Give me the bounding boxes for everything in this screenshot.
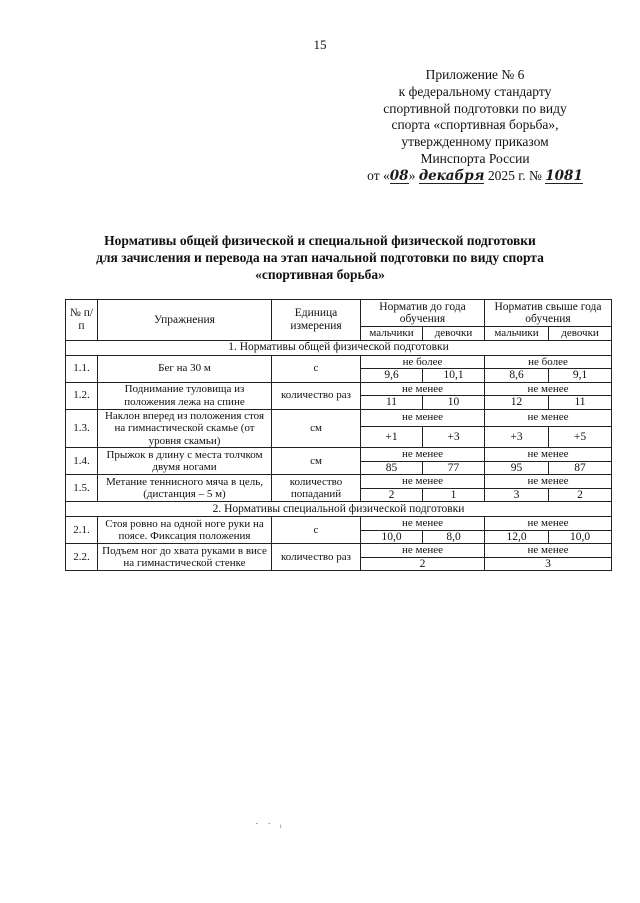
row-num: 2.2. bbox=[66, 544, 98, 571]
row-condition: не менее bbox=[361, 382, 485, 396]
row-exercise: Подъем ног до хвата руками в висе на гимнастической стенке bbox=[98, 544, 272, 571]
header-exercise: Упражнения bbox=[98, 300, 272, 341]
appendix-line: утвержденному приказом bbox=[401, 134, 549, 150]
row-exercise: Прыжок в длину с места толчком двумя ногами bbox=[98, 448, 272, 475]
row-num: 2.1. bbox=[66, 517, 98, 544]
header-girls: девочки bbox=[549, 327, 612, 341]
row-condition: не менее bbox=[361, 544, 485, 558]
value-boys-over: 12 bbox=[485, 396, 549, 410]
header-norm-over-year: Норматив свыше года обучения bbox=[485, 300, 612, 327]
row-condition: не менее bbox=[361, 448, 485, 462]
value-girls-over: 10,0 bbox=[549, 530, 612, 544]
value-girls-upto: 8,0 bbox=[423, 530, 485, 544]
row-exercise: Бег на 30 м bbox=[98, 355, 272, 382]
header-num: № п/п bbox=[66, 300, 98, 341]
date-prefix: от « bbox=[367, 167, 390, 183]
row-exercise: Метание теннисного мяча в цель, (дистанция – 5 м) bbox=[98, 475, 272, 502]
title-line: «спортивная борьба» bbox=[255, 267, 385, 282]
header-boys: мальчики bbox=[485, 327, 549, 341]
section-heading: 2. Нормативы специальной физической подготовки bbox=[66, 502, 612, 517]
value-boys-over: 8,6 bbox=[485, 369, 549, 383]
date-mid: » bbox=[408, 167, 416, 183]
row-unit: количество попаданий bbox=[272, 475, 361, 502]
row-unit: количество раз bbox=[272, 382, 361, 409]
value-boys-upto: 9,6 bbox=[361, 369, 423, 383]
handwritten-day: 08 bbox=[389, 167, 409, 184]
value-over-year: 3 bbox=[485, 557, 612, 571]
handwritten-order-number: 1081 bbox=[545, 167, 583, 184]
header-norm-upto-year: Норматив до года обучения bbox=[361, 300, 485, 327]
order-date-line bbox=[330, 168, 620, 185]
row-condition: не менее bbox=[485, 409, 612, 426]
row-unit: см bbox=[272, 448, 361, 475]
row-condition: не менее bbox=[361, 409, 485, 426]
value-girls-over: +5 bbox=[549, 426, 612, 447]
row-exercise: Поднимание туловища из положения лежа на спине bbox=[98, 382, 272, 409]
row-condition: не менее bbox=[485, 517, 612, 531]
value-boys-upto: 11 bbox=[361, 396, 423, 410]
value-girls-over: 2 bbox=[549, 488, 612, 502]
value-girls-upto: +3 bbox=[423, 426, 485, 447]
row-condition: не менее bbox=[485, 544, 612, 558]
value-boys-upto: +1 bbox=[361, 426, 423, 447]
appendix-line: спортивной подготовки по виду bbox=[383, 100, 567, 116]
row-condition: не менее bbox=[485, 382, 612, 396]
value-boys-upto: 85 bbox=[361, 461, 423, 475]
row-exercise: Стоя ровно на одной ноге руки на поясе. Фиксация положения bbox=[98, 517, 272, 544]
value-girls-upto: 77 bbox=[423, 461, 485, 475]
page-number: 15 bbox=[313, 37, 327, 52]
row-condition: не менее bbox=[361, 475, 485, 489]
row-unit: с bbox=[272, 517, 361, 544]
row-num: 1.2. bbox=[66, 382, 98, 409]
row-condition: не менее bbox=[485, 475, 612, 489]
row-unit: количество раз bbox=[272, 544, 361, 571]
row-condition: не более bbox=[485, 355, 612, 369]
row-exercise: Наклон вперед из положения стоя на гимнастической скамье (от уровня скамьи) bbox=[98, 409, 272, 448]
value-boys-upto: 2 bbox=[361, 488, 423, 502]
appendix-line: Приложение № 6 bbox=[425, 67, 525, 82]
row-num: 1.1. bbox=[66, 355, 98, 382]
value-girls-over: 87 bbox=[549, 461, 612, 475]
row-num: 1.4. bbox=[66, 448, 98, 475]
date-year-text: 2025 г. № bbox=[487, 167, 542, 183]
header-boys: мальчики bbox=[361, 327, 423, 341]
value-boys-over: 12,0 bbox=[485, 530, 549, 544]
row-num: 1.3. bbox=[66, 409, 98, 448]
value-upto-year: 2 bbox=[361, 557, 485, 571]
row-num: 1.5. bbox=[66, 475, 98, 502]
header-unit: Единица измерения bbox=[272, 300, 361, 341]
standards-table bbox=[65, 299, 612, 571]
value-girls-upto: 10 bbox=[423, 396, 485, 410]
appendix-line: спорта «спортивная борьба», bbox=[391, 117, 559, 133]
stray-mark: · · ᵢ bbox=[255, 818, 285, 830]
document-title bbox=[60, 232, 580, 283]
value-girls-over: 9,1 bbox=[549, 369, 612, 383]
value-boys-over: 95 bbox=[485, 461, 549, 475]
title-line: Нормативы общей физической и специальной физической подготовки bbox=[104, 233, 536, 248]
section-heading: 1. Нормативы общей физической подготовки bbox=[66, 340, 612, 355]
header-girls: девочки bbox=[423, 327, 485, 341]
row-condition: не менее bbox=[485, 448, 612, 462]
value-girls-over: 11 bbox=[549, 396, 612, 410]
value-boys-over: 3 bbox=[485, 488, 549, 502]
row-unit: см bbox=[272, 409, 361, 448]
handwritten-month: декабря bbox=[418, 167, 485, 184]
row-unit: с bbox=[272, 355, 361, 382]
title-line: для зачисления и перевода на этап начальной подготовки по виду спорта bbox=[96, 250, 544, 265]
value-boys-upto: 10,0 bbox=[361, 530, 423, 544]
appendix-line: к федеральному стандарту bbox=[398, 83, 552, 99]
value-girls-upto: 1 bbox=[423, 488, 485, 502]
value-girls-upto: 10,1 bbox=[423, 369, 485, 383]
value-boys-over: +3 bbox=[485, 426, 549, 447]
appendix-line: Минспорта России bbox=[420, 150, 530, 166]
row-condition: не менее bbox=[361, 517, 485, 531]
appendix-header bbox=[330, 67, 620, 185]
row-condition: не более bbox=[361, 355, 485, 369]
